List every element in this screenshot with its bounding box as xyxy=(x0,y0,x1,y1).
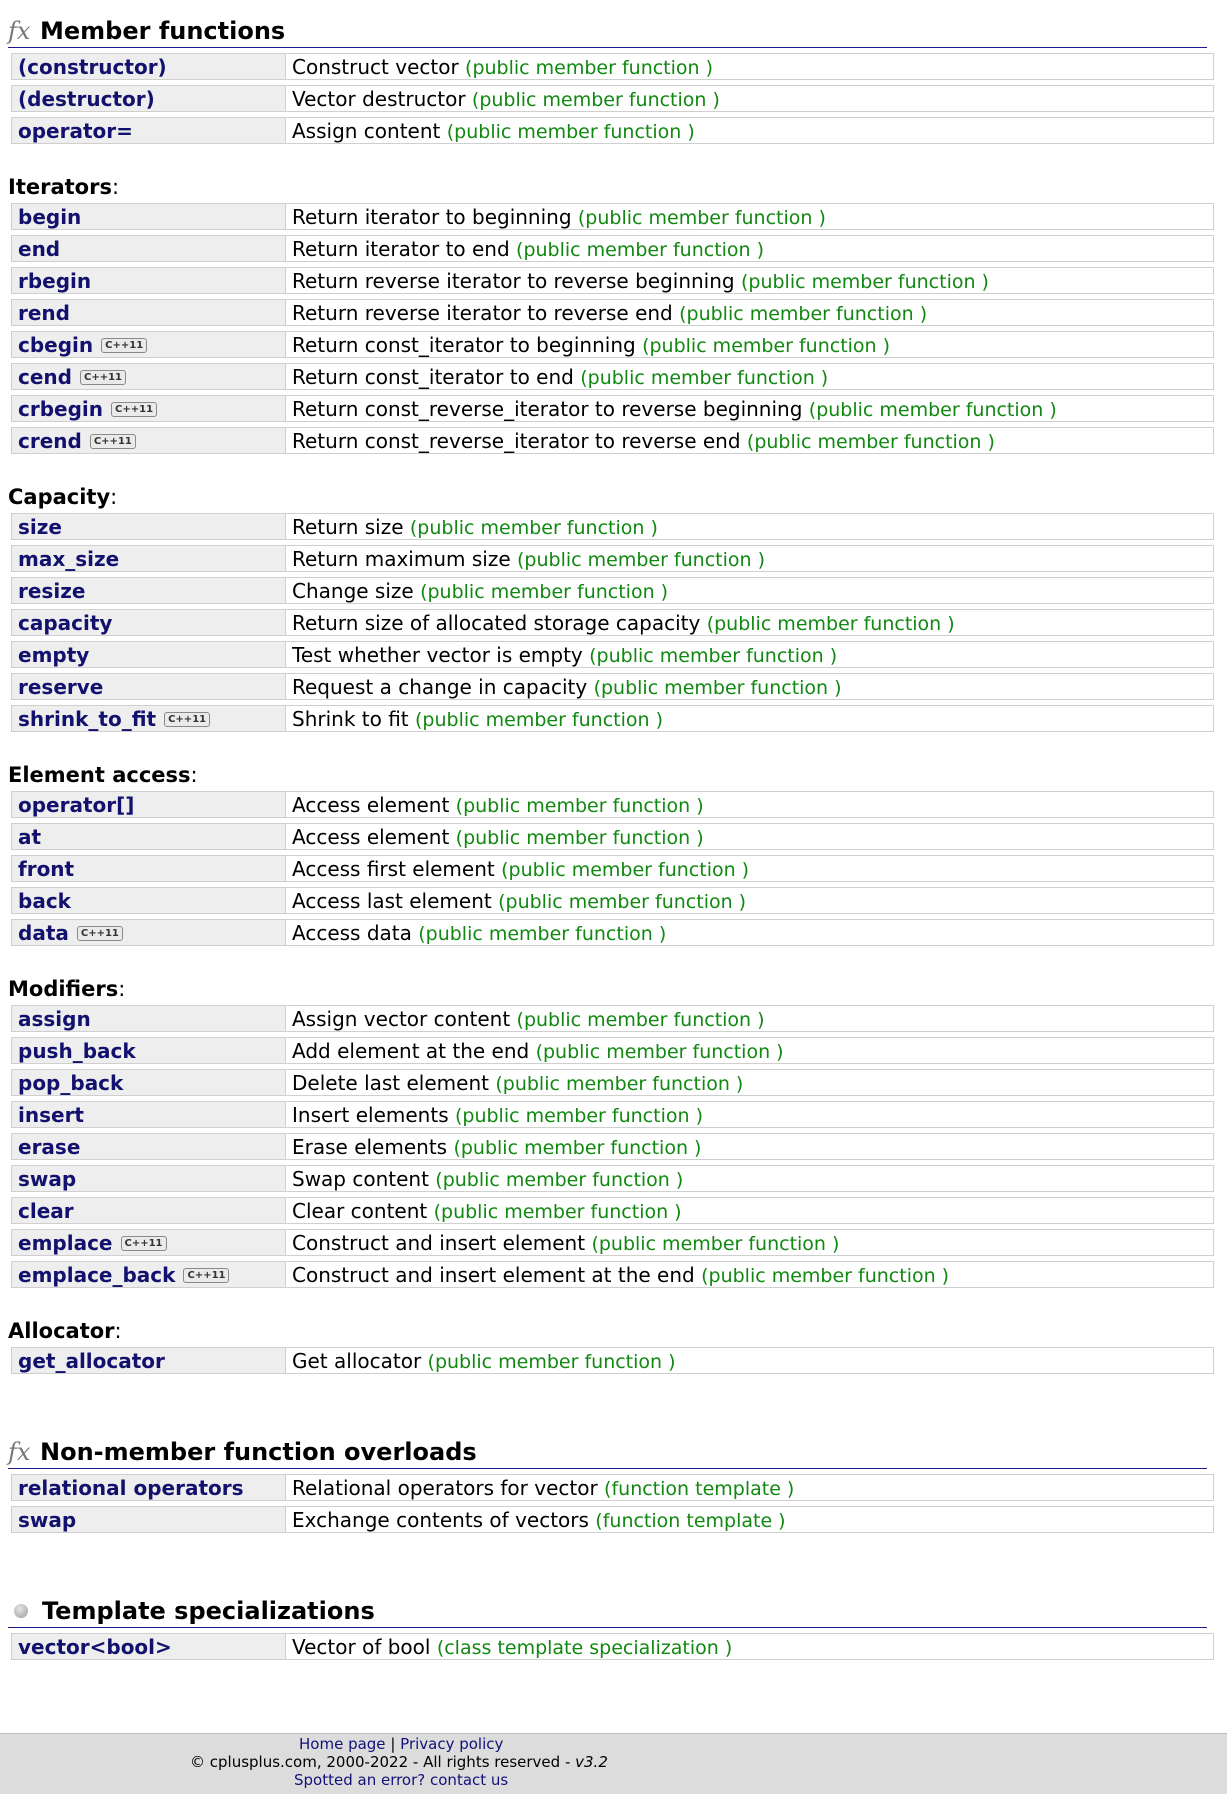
member-name-cell xyxy=(11,427,285,454)
member-kind: (public member function ) xyxy=(516,238,765,261)
member-kind: (public member function ) xyxy=(535,1040,784,1063)
member-link-push-back[interactable]: push_back xyxy=(18,1038,136,1063)
cpp11-badge: C++11 xyxy=(164,712,210,727)
member-row-rbegin xyxy=(11,267,1214,294)
member-description-cell xyxy=(285,1506,1214,1533)
member-description: Exchange contents of vectors xyxy=(292,1507,589,1532)
member-link-data[interactable]: data xyxy=(18,920,69,945)
member-link-emplace-back[interactable]: emplace_back xyxy=(18,1262,176,1287)
member-description-cell xyxy=(285,267,1214,294)
member-description-cell xyxy=(285,609,1214,636)
member-link-size[interactable]: size xyxy=(18,514,62,539)
member-link-shrink-to-fit[interactable]: shrink_to_fit xyxy=(18,706,157,731)
member-name-cell xyxy=(11,85,285,112)
member-description-cell xyxy=(285,1261,1214,1288)
member-description: Assign content xyxy=(292,118,441,143)
member-row-shrink-to-fit xyxy=(11,705,1214,732)
member-description: Return maximum size xyxy=(292,546,511,571)
member-row-insert xyxy=(11,1101,1214,1128)
member-description: Return reverse iterator to reverse beginning xyxy=(292,268,735,293)
member-description-cell xyxy=(285,887,1214,914)
member-link-vector-bool[interactable]: vector<bool> xyxy=(18,1634,172,1659)
member-kind: (function template ) xyxy=(604,1477,795,1500)
member-row-end xyxy=(11,235,1214,262)
member-description: Access first element xyxy=(292,856,495,881)
member-kind: (public member function ) xyxy=(517,548,765,571)
member-table-ungrouped xyxy=(11,48,1214,149)
member-link-operator[interactable]: operator= xyxy=(18,118,133,143)
member-description-cell xyxy=(285,1037,1214,1064)
member-row-emplace-back xyxy=(11,1261,1214,1288)
member-row-emplace xyxy=(11,1229,1214,1256)
section-title-text: Non-member function overloads xyxy=(40,1438,477,1466)
member-link-cend[interactable]: cend xyxy=(18,364,72,389)
group-heading-text: Modifiers xyxy=(8,977,119,1001)
member-description-cell xyxy=(285,791,1214,818)
member-description: Request a change in capacity xyxy=(292,674,588,699)
member-kind: (public member function ) xyxy=(427,1350,676,1373)
member-description-cell xyxy=(285,1474,1214,1501)
member-kind: (public member function ) xyxy=(455,826,704,849)
version: v3.2 xyxy=(575,1753,608,1771)
member-description-cell xyxy=(285,1347,1214,1374)
member-name-cell xyxy=(11,1197,285,1224)
member-description: Return const_iterator to end xyxy=(292,364,574,389)
member-description: Access element xyxy=(292,824,450,849)
member-row-operator xyxy=(11,791,1214,818)
member-row-erase xyxy=(11,1133,1214,1160)
member-description: Return const_reverse_iterator to reverse beginning xyxy=(292,396,803,421)
member-link-pop-back[interactable]: pop_back xyxy=(18,1070,124,1095)
member-name-cell xyxy=(11,1347,285,1374)
member-description-cell xyxy=(285,1633,1214,1660)
group-heading-element-access: Element access: xyxy=(8,763,198,787)
member-table-iterators xyxy=(11,198,1214,459)
member-description: Delete last element xyxy=(292,1070,489,1095)
member-description: Relational operators for vector xyxy=(292,1475,598,1500)
member-kind: (public member function ) xyxy=(589,644,838,667)
member-kind: (class template specialization ) xyxy=(436,1636,733,1659)
member-row-capacity xyxy=(11,609,1214,636)
member-description: Clear content xyxy=(292,1198,428,1223)
member-description-cell xyxy=(285,513,1214,540)
member-kind: (public member function ) xyxy=(433,1200,682,1223)
copyright xyxy=(190,1753,608,1771)
cpp11-badge: C++11 xyxy=(121,1236,167,1251)
member-name-cell xyxy=(11,673,285,700)
member-name-cell xyxy=(11,887,285,914)
member-description: Construct and insert element at the end xyxy=(292,1262,695,1287)
member-row-cend xyxy=(11,363,1214,390)
member-description: Return size of allocated storage capacity xyxy=(292,610,701,635)
member-row-resize xyxy=(11,577,1214,604)
member-description-cell xyxy=(285,395,1214,422)
member-functions-section-title xyxy=(8,14,1207,48)
copyright-text: © cplusplus.com, 2000-2022 - All rights reserved - xyxy=(190,1753,576,1771)
section-title-text: Member functions xyxy=(40,17,286,45)
member-description-cell xyxy=(285,1229,1214,1256)
member-kind: (public member function ) xyxy=(498,890,747,913)
member-name-cell xyxy=(11,855,285,882)
member-name-cell xyxy=(11,1506,285,1533)
member-name-cell xyxy=(11,1069,285,1096)
member-link-swap[interactable]: swap xyxy=(18,1166,77,1191)
member-name-cell xyxy=(11,331,285,358)
group-heading-text: Element access xyxy=(8,763,191,787)
member-description: Return size xyxy=(292,514,404,539)
member-row-swap xyxy=(11,1165,1214,1192)
member-link-begin[interactable]: begin xyxy=(18,204,82,229)
member-description-cell xyxy=(285,1165,1214,1192)
member-name-cell xyxy=(11,203,285,230)
member-row-swap xyxy=(11,1506,1214,1533)
member-kind: (public member function ) xyxy=(679,302,928,325)
cpp11-badge: C++11 xyxy=(111,402,157,417)
member-name-cell xyxy=(11,513,285,540)
member-kind: (public member function ) xyxy=(706,612,955,635)
member-name-cell xyxy=(11,235,285,262)
function-icon: fx xyxy=(8,17,31,45)
footer-links xyxy=(299,1735,503,1753)
non-member-section-title xyxy=(8,1435,1207,1469)
cpp11-badge: C++11 xyxy=(80,370,126,385)
member-kind: (public member function ) xyxy=(808,398,1057,421)
member-description: Vector destructor xyxy=(292,86,466,111)
member-name-cell xyxy=(11,1133,285,1160)
section-title-text: Template specializations xyxy=(42,1597,375,1625)
member-link-max-size[interactable]: max_size xyxy=(18,546,120,571)
member-name-cell xyxy=(11,1037,285,1064)
member-name-cell xyxy=(11,791,285,818)
member-kind: (public member function ) xyxy=(453,1136,702,1159)
member-row-get-allocator xyxy=(11,1347,1214,1374)
group-heading-text: Allocator xyxy=(8,1319,115,1343)
home-page-link[interactable]: Home page xyxy=(299,1735,386,1753)
member-description-cell xyxy=(285,53,1214,80)
member-link-rbegin[interactable]: rbegin xyxy=(18,268,92,293)
member-name-cell xyxy=(11,395,285,422)
member-kind: (public member function ) xyxy=(591,1232,840,1255)
member-description-cell xyxy=(285,1069,1214,1096)
member-link-assign[interactable]: assign xyxy=(18,1006,91,1031)
cpp11-badge: C++11 xyxy=(101,338,147,353)
member-kind: (public member function ) xyxy=(418,922,667,945)
member-description: Construct and insert element xyxy=(292,1230,586,1255)
member-link-get-allocator[interactable]: get_allocator xyxy=(18,1348,165,1373)
member-link-rend[interactable]: rend xyxy=(18,300,70,325)
member-link-swap[interactable]: swap xyxy=(18,1507,77,1532)
member-name-cell xyxy=(11,919,285,946)
member-row-destructor xyxy=(11,85,1214,112)
member-table-allocator xyxy=(11,1342,1214,1379)
member-description: Add element at the end xyxy=(292,1038,530,1063)
member-row-constructor xyxy=(11,53,1214,80)
member-description: Construct vector xyxy=(292,54,459,79)
member-name-cell xyxy=(11,609,285,636)
member-description: Insert elements xyxy=(292,1102,449,1127)
member-kind: (public member function ) xyxy=(465,56,714,79)
member-row-begin xyxy=(11,203,1214,230)
member-row-rend xyxy=(11,299,1214,326)
member-description-cell xyxy=(285,577,1214,604)
member-kind: (public member function ) xyxy=(435,1168,684,1191)
member-description: Assign vector content xyxy=(292,1006,511,1031)
member-row-operator xyxy=(11,117,1214,144)
member-link-operator[interactable]: operator[] xyxy=(18,792,135,817)
member-link-reserve[interactable]: reserve xyxy=(18,674,104,699)
member-row-assign xyxy=(11,1005,1214,1032)
member-description-cell xyxy=(285,235,1214,262)
member-description: Return reverse iterator to reverse end xyxy=(292,300,673,325)
member-description-cell xyxy=(285,203,1214,230)
member-groups xyxy=(0,149,1227,1379)
member-description: Erase elements xyxy=(292,1134,448,1159)
member-link-front[interactable]: front xyxy=(18,856,75,881)
specializations-table xyxy=(11,1628,1214,1665)
footer xyxy=(0,1733,1227,1794)
member-description: Get allocator xyxy=(292,1348,422,1373)
member-row-relational-operators xyxy=(11,1474,1214,1501)
member-name-cell xyxy=(11,577,285,604)
cpp11-badge: C++11 xyxy=(183,1268,229,1283)
member-link-destructor[interactable]: (destructor) xyxy=(18,86,155,111)
member-description-cell xyxy=(285,1101,1214,1128)
footer-separator: | xyxy=(390,1735,396,1753)
member-kind: (public member function ) xyxy=(580,366,829,389)
member-kind: (public member function ) xyxy=(409,516,658,539)
member-kind: (public member function ) xyxy=(516,1008,765,1031)
member-name-cell xyxy=(11,1005,285,1032)
member-link-emplace[interactable]: emplace xyxy=(18,1230,113,1255)
contact-link[interactable]: Spotted an error? contact us xyxy=(294,1771,509,1789)
member-kind: (public member function ) xyxy=(455,794,704,817)
group-heading-text: Iterators xyxy=(8,175,112,199)
member-kind: (public member function ) xyxy=(471,88,720,111)
member-kind: (public member function ) xyxy=(446,120,695,143)
member-kind: (public member function ) xyxy=(740,270,989,293)
member-name-cell xyxy=(11,117,285,144)
member-link-empty[interactable]: empty xyxy=(18,642,90,667)
member-row-empty xyxy=(11,641,1214,668)
member-name-cell xyxy=(11,1101,285,1128)
member-link-at[interactable]: at xyxy=(18,824,42,849)
contact-line xyxy=(294,1771,508,1789)
member-description-cell xyxy=(285,331,1214,358)
member-link-clear[interactable]: clear xyxy=(18,1198,74,1223)
function-icon: fx xyxy=(8,1438,31,1466)
member-table-modifiers xyxy=(11,1000,1214,1293)
cpp11-badge: C++11 xyxy=(77,926,123,941)
member-name-cell xyxy=(11,1633,285,1660)
member-kind: (public member function ) xyxy=(415,708,663,731)
group-heading-capacity: Capacity: xyxy=(8,485,118,509)
gray-bullet-icon xyxy=(14,1604,28,1618)
member-table-element-access xyxy=(11,786,1214,951)
member-kind: (public member function ) xyxy=(746,430,995,453)
group-heading-modifiers: Modifiers: xyxy=(8,977,126,1001)
member-row-clear xyxy=(11,1197,1214,1224)
member-name-cell xyxy=(11,545,285,572)
cpp11-badge: C++11 xyxy=(90,434,136,449)
member-link-insert[interactable]: insert xyxy=(18,1102,84,1127)
privacy-policy-link[interactable]: Privacy policy xyxy=(400,1735,504,1753)
member-name-cell xyxy=(11,299,285,326)
member-kind: (public member function ) xyxy=(593,676,842,699)
member-row-crbegin xyxy=(11,395,1214,422)
member-description-cell xyxy=(285,919,1214,946)
member-description: Shrink to fit xyxy=(292,706,409,731)
member-name-cell xyxy=(11,53,285,80)
member-description: Return const_iterator to beginning xyxy=(292,332,636,357)
member-row-push-back xyxy=(11,1037,1214,1064)
member-name-cell xyxy=(11,1229,285,1256)
group-heading-iterators: Iterators: xyxy=(8,175,120,199)
member-description: Return const_reverse_iterator to reverse end xyxy=(292,428,741,453)
member-description-cell xyxy=(285,117,1214,144)
member-description-cell xyxy=(285,1133,1214,1160)
member-description: Access last element xyxy=(292,888,492,913)
specializations-section-title xyxy=(8,1594,1207,1628)
member-table-capacity xyxy=(11,508,1214,737)
member-row-cbegin xyxy=(11,331,1214,358)
member-description-cell xyxy=(285,673,1214,700)
member-description-cell xyxy=(285,85,1214,112)
member-kind: (public member function ) xyxy=(501,858,750,881)
member-kind: (public member function ) xyxy=(577,206,826,229)
member-row-back xyxy=(11,887,1214,914)
member-description: Vector of bool xyxy=(292,1634,431,1659)
member-row-front xyxy=(11,855,1214,882)
member-kind: (public member function ) xyxy=(642,334,891,357)
member-description-cell xyxy=(285,855,1214,882)
member-description-cell xyxy=(285,427,1214,454)
member-link-cbegin[interactable]: cbegin xyxy=(18,332,94,357)
member-name-cell xyxy=(11,823,285,850)
member-link-end[interactable]: end xyxy=(18,236,61,261)
member-name-cell xyxy=(11,641,285,668)
member-link-relational-operators[interactable]: relational operators xyxy=(18,1475,244,1500)
member-description-cell xyxy=(285,363,1214,390)
member-name-cell xyxy=(11,1261,285,1288)
member-name-cell xyxy=(11,363,285,390)
member-description-cell xyxy=(285,705,1214,732)
member-kind: (public member function ) xyxy=(495,1072,744,1095)
member-description-cell xyxy=(285,1005,1214,1032)
member-description: Change size xyxy=(292,578,414,603)
member-description-cell xyxy=(285,641,1214,668)
member-link-capacity[interactable]: capacity xyxy=(18,610,113,635)
member-description: Access data xyxy=(292,920,412,945)
member-description-cell xyxy=(285,823,1214,850)
member-row-vector-bool xyxy=(11,1633,1214,1660)
member-row-reserve xyxy=(11,673,1214,700)
member-name-cell xyxy=(11,1474,285,1501)
member-description: Test whether vector is empty xyxy=(292,642,583,667)
member-kind: (public member function ) xyxy=(701,1264,950,1287)
member-kind: (public member function ) xyxy=(454,1104,703,1127)
member-name-cell xyxy=(11,1165,285,1192)
member-name-cell xyxy=(11,705,285,732)
member-row-data xyxy=(11,919,1214,946)
member-kind: (public member function ) xyxy=(420,580,669,603)
member-link-back[interactable]: back xyxy=(18,888,71,913)
member-description: Swap content xyxy=(292,1166,429,1191)
member-name-cell xyxy=(11,267,285,294)
group-heading-text: Capacity xyxy=(8,485,111,509)
member-row-pop-back xyxy=(11,1069,1214,1096)
member-description-cell xyxy=(285,1197,1214,1224)
member-description: Access element xyxy=(292,792,450,817)
member-description: Return iterator to end xyxy=(292,236,510,261)
member-link-resize[interactable]: resize xyxy=(18,578,86,603)
member-description-cell xyxy=(285,545,1214,572)
member-description: Return iterator to beginning xyxy=(292,204,572,229)
member-kind: (function template ) xyxy=(595,1509,786,1532)
non-member-table xyxy=(11,1469,1214,1538)
member-link-erase[interactable]: erase xyxy=(18,1134,81,1159)
member-description-cell xyxy=(285,299,1214,326)
member-row-at xyxy=(11,823,1214,850)
group-heading-allocator: Allocator: xyxy=(8,1319,122,1343)
member-link-crbegin[interactable]: crbegin xyxy=(18,396,104,421)
member-link-constructor[interactable]: (constructor) xyxy=(18,54,167,79)
member-row-size xyxy=(11,513,1214,540)
member-row-crend xyxy=(11,427,1214,454)
member-row-max-size xyxy=(11,545,1214,572)
member-link-crend[interactable]: crend xyxy=(18,428,82,453)
